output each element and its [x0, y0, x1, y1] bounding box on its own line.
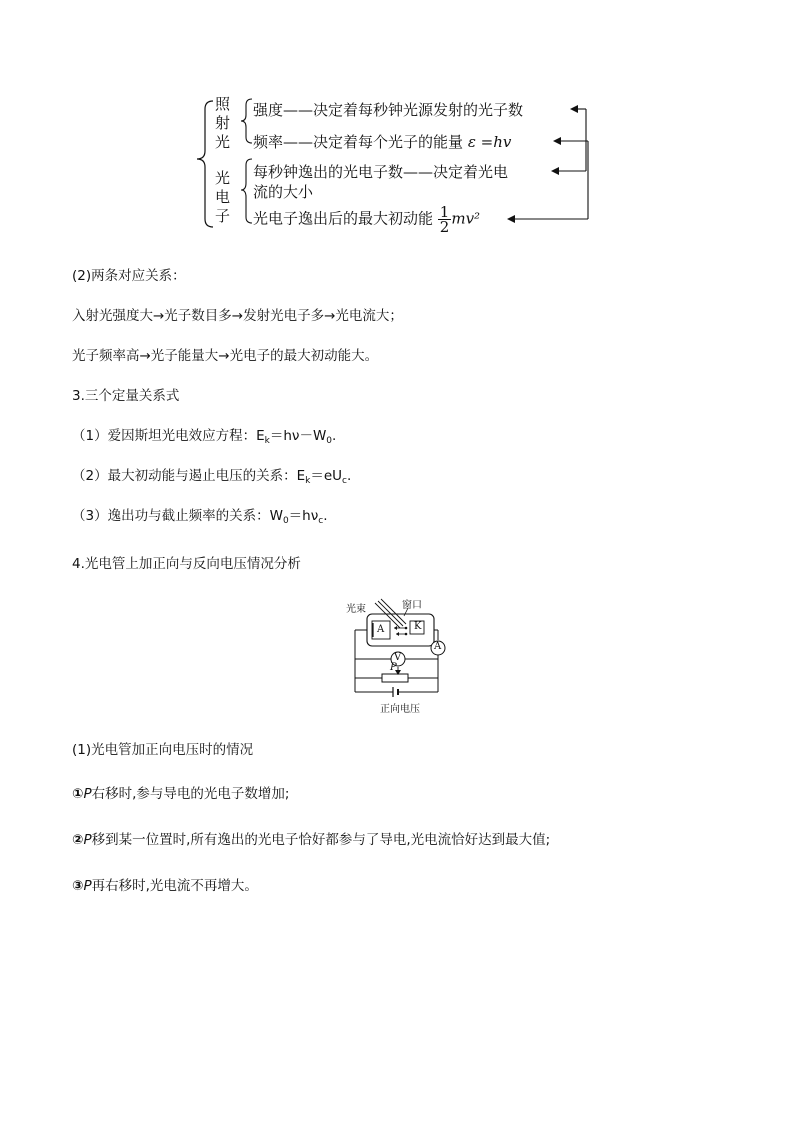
diagram-row-electron-count: 每秒钟逸出的光电子数——决定着光电: [253, 163, 509, 181]
label-ammeter: A: [434, 641, 442, 652]
fraction-one-half: $\frac{1}{2}$: [439, 203, 450, 236]
section2-line1: 入射光强度大→光子数目多→发射光电子多→光电流大；: [72, 308, 403, 324]
section2-line2: 光子频率高→光子能量大→光电子的最大初动能大。: [72, 348, 379, 364]
circuit-figure: [340, 596, 460, 714]
label-cathode: K: [414, 621, 422, 632]
group1-label: 照 射 光: [215, 95, 231, 151]
diagram-row-max-energy: 光电子逸出后的最大初动能 $\frac{1}{2}$ mv²: [253, 203, 481, 236]
section5-heading: (1)光电管加正向电压时的情况: [72, 742, 254, 758]
concept-diagram: [195, 95, 605, 235]
label-slider-p: P: [390, 662, 397, 673]
section4-heading: 4.光电管上加正向与反向电压情况分析: [72, 556, 301, 572]
label-light-beam: 光束: [346, 604, 366, 615]
section2-heading: (2)两条对应关系：: [72, 268, 186, 284]
label-window: 窗口: [402, 600, 422, 611]
diagram-row-intensity: 强度——决定着每秒钟光源发射的光子数: [253, 101, 524, 119]
photon-energy-formula: ε =hv: [467, 133, 512, 151]
label-voltmeter: V: [394, 652, 402, 663]
circuit-caption: 正向电压: [380, 704, 420, 715]
section3-heading: 3.三个定量关系式: [72, 388, 180, 404]
label-anode: A: [377, 624, 385, 635]
case-item-2: ②P移到某一位置时,所有逸出的光电子恰好都参与了导电,光电流恰好达到最大值;: [72, 832, 551, 848]
stopping-voltage-equation: （2）最大初动能与遏止电压的关系：$E_k=eU_c$.: [72, 468, 352, 486]
group2-label: 光 电 子: [215, 169, 231, 225]
case-item-1: ①P右移时,参与导电的光电子数增加;: [72, 786, 290, 802]
case-item-3: ③P再右移时,光电流不再增大。: [72, 878, 258, 894]
work-function-equation: （3）逸出功与截止频率的关系：$W_0=h\nu_c$.: [72, 508, 328, 526]
einstein-equation: （1）爱因斯坦光电效应方程：$E_k=h\nu-W_0$.: [72, 428, 337, 446]
diagram-row-frequency: 频率——决定着每个光子的能量 ε =hv: [253, 133, 512, 151]
diagram-row-electron-count-cont: 流的大小: [253, 183, 314, 201]
